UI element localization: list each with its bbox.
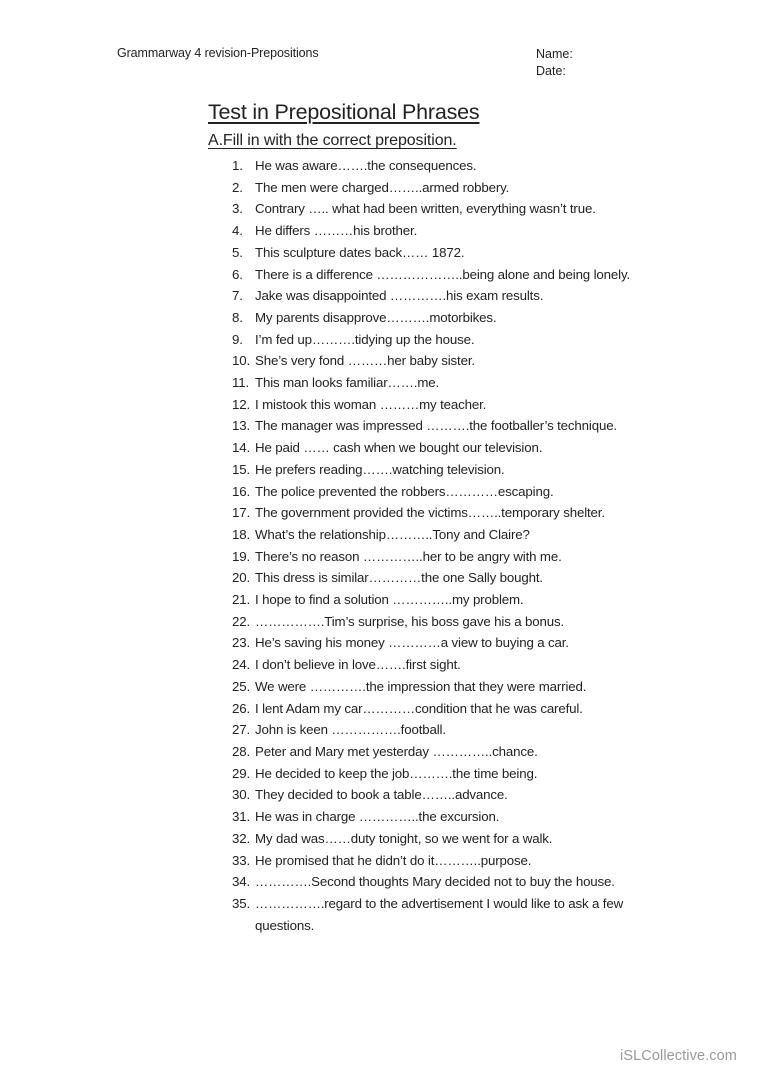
question-item — [232, 589, 662, 611]
question-item — [232, 307, 662, 329]
question-text: What’s the relationship………..Tony and Claire? — [255, 526, 530, 542]
question-item — [232, 698, 662, 720]
question-text: I hope to find a solution …………..my problem. — [255, 592, 524, 608]
question-text: Jake was disappointed ………….his exam results. — [255, 288, 544, 304]
question-number: 3. — [232, 201, 243, 217]
question-number: 21. — [232, 592, 251, 608]
question-text: ………….Second thoughts Mary decided not to buy the house. — [255, 874, 615, 890]
question-text: I don’t believe in love…….first sight. — [255, 657, 461, 673]
question-text: He’s saving his money …………a view to buying a car. — [255, 635, 569, 651]
question-number: 2. — [232, 179, 243, 195]
question-number: 10. — [232, 353, 251, 369]
question-text: Contrary ….. what had been written, everything wasn’t true. — [255, 201, 596, 217]
question-item — [232, 719, 662, 741]
question-text: My parents disapprove……….motorbikes. — [255, 309, 497, 325]
question-item — [232, 676, 662, 698]
question-list — [232, 155, 662, 936]
name-date-block — [536, 46, 573, 80]
question-item — [232, 264, 662, 286]
question-item — [232, 198, 662, 220]
question-text: There’s no reason …………..her to be angry with me. — [255, 548, 562, 564]
question-number: 33. — [232, 852, 251, 868]
question-number: 11. — [232, 375, 250, 391]
question-text: The police prevented the robbers…………escaping. — [255, 483, 554, 499]
question-item — [232, 220, 662, 242]
question-item — [232, 828, 662, 850]
question-text: The men were charged……..armed robbery. — [255, 179, 510, 195]
question-item — [232, 459, 662, 481]
question-number: 14. — [232, 440, 251, 456]
question-item — [232, 177, 662, 199]
question-text: We were ………….the impression that they were married. — [255, 678, 587, 694]
question-item — [232, 415, 662, 437]
question-number: 25. — [232, 678, 251, 694]
question-number: 18. — [232, 526, 251, 542]
question-item — [232, 546, 662, 568]
question-number: 12. — [232, 396, 251, 412]
question-text: He paid …… cash when we bought our television. — [255, 440, 543, 456]
date-label: Date: — [536, 64, 566, 78]
question-item — [232, 350, 662, 372]
question-text: This man looks familiar…….me. — [255, 375, 440, 391]
question-number: 22. — [232, 613, 251, 629]
question-number: 23. — [232, 635, 251, 651]
question-number: 1. — [232, 158, 243, 173]
question-item — [232, 524, 662, 546]
question-item — [232, 806, 662, 828]
question-item — [232, 437, 662, 459]
question-text: The manager was impressed ……….the footballer’s technique. — [255, 418, 617, 434]
question-item — [232, 850, 662, 872]
question-item — [232, 502, 662, 524]
question-text: There is a difference ………………..being alone and being lonely. — [255, 266, 631, 282]
question-text: Peter and Mary met yesterday …………..chance. — [255, 743, 538, 759]
question-item — [232, 242, 662, 264]
question-text: He prefers reading…….watching television. — [255, 461, 505, 477]
name-label: Name: — [536, 47, 573, 61]
question-text: He was in charge …………..the excursion. — [255, 809, 500, 825]
question-item — [232, 741, 662, 763]
page-title: Test in Prepositional Phrases — [208, 100, 480, 124]
question-number: 13. — [232, 418, 251, 434]
question-text: John is keen …………….football. — [255, 722, 446, 738]
question-number: 34. — [232, 874, 251, 890]
question-item — [232, 784, 662, 806]
question-item — [232, 654, 662, 676]
question-number: 16. — [232, 483, 251, 499]
question-item — [232, 155, 662, 177]
question-item — [232, 893, 662, 936]
question-item — [232, 632, 662, 654]
question-number: 29. — [232, 765, 251, 781]
question-item — [232, 285, 662, 307]
question-text: They decided to book a table……..advance. — [255, 787, 508, 803]
question-text: She’s very fond ………her baby sister. — [255, 353, 475, 369]
question-number: 35. — [232, 895, 251, 911]
course-label: Grammarway 4 revision-Prepositions — [117, 46, 319, 60]
question-item — [232, 329, 662, 351]
question-number: 5. — [232, 244, 243, 260]
question-text: I’m fed up……….tidying up the house. — [255, 331, 475, 347]
question-number: 9. — [232, 331, 243, 347]
question-number: 4. — [232, 223, 243, 239]
question-text: I lent Adam my car…………condition that he was careful. — [255, 700, 583, 716]
question-text: He differs ………his brother. — [255, 223, 418, 239]
question-number: 24. — [232, 657, 251, 673]
question-number: 30. — [232, 787, 251, 803]
question-item — [232, 567, 662, 589]
question-text: He decided to keep the job……….the time being. — [255, 765, 538, 781]
question-number: 20. — [232, 570, 251, 586]
question-text: I mistook this woman ………my teacher. — [255, 396, 487, 412]
question-number: 6. — [232, 266, 243, 282]
question-text: The government provided the victims……..temporary shelter. — [255, 505, 605, 521]
question-number: 19. — [232, 548, 251, 564]
question-number: 26. — [232, 700, 251, 716]
question-item — [232, 372, 662, 394]
question-number: 17. — [232, 505, 251, 521]
question-item — [232, 763, 662, 785]
question-number: 8. — [232, 309, 243, 325]
question-text: …………….Tim’s surprise, his boss gave his a bonus. — [255, 613, 565, 629]
question-text: …………….regard to the advertisement I would like to ask a few questions. — [255, 895, 624, 933]
question-text: He was aware…….the consequences. — [255, 158, 477, 173]
section-heading: A.Fill in with the correct preposition. — [208, 132, 457, 149]
question-item — [232, 481, 662, 503]
question-number: 7. — [232, 288, 243, 304]
question-number: 15. — [232, 461, 251, 477]
question-text: This dress is similar…………the one Sally bought. — [255, 570, 543, 586]
question-text: He promised that he didn’t do it………..purpose. — [255, 852, 532, 868]
question-item — [232, 611, 662, 633]
question-item — [232, 394, 662, 416]
question-text: This sculpture dates back…… 1872. — [255, 244, 465, 260]
question-number: 31. — [232, 809, 251, 825]
question-number: 27. — [232, 722, 251, 738]
question-item — [232, 871, 662, 893]
watermark-logo: iSLCollective.com — [620, 1048, 737, 1064]
question-number: 28. — [232, 743, 251, 759]
question-text: My dad was……duty tonight, so we went for a walk. — [255, 830, 553, 846]
question-number: 32. — [232, 830, 251, 846]
